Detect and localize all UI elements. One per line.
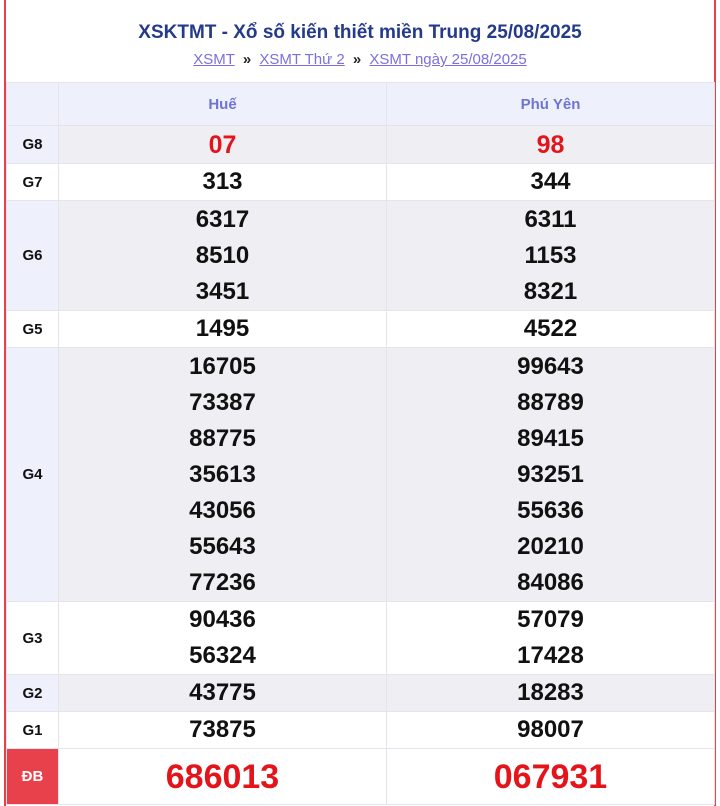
result-number: 8510 [195, 241, 250, 269]
prize-label: G3 [7, 602, 59, 675]
result-number: 35613 [189, 460, 256, 488]
result-number: 43056 [189, 496, 256, 524]
result-cell [59, 602, 387, 675]
breadcrumb-separator: » [352, 51, 362, 68]
result-number: 1153 [524, 241, 577, 269]
result-number: 344 [530, 168, 571, 195]
prize-label: ĐB [7, 749, 59, 805]
result-number: 067931 [493, 757, 608, 796]
prize-label: G2 [7, 675, 59, 712]
result-cell [59, 311, 387, 348]
prize-label: G7 [7, 164, 59, 201]
lottery-results-table [6, 82, 715, 805]
table-row [7, 164, 715, 201]
table-row [7, 348, 715, 602]
page-title: XSKTMT - Xổ số kiến thiết miền Trung 25/08/2025 [138, 22, 582, 43]
prize-label: G8 [7, 126, 59, 164]
prize-label: G6 [7, 201, 59, 311]
result-number: 90436 [189, 606, 256, 633]
result-number: 55636 [517, 496, 584, 524]
result-cell [59, 749, 387, 805]
result-cell [387, 712, 715, 749]
table-row [7, 201, 715, 311]
result-number: 8321 [523, 277, 578, 305]
result-number: 1495 [195, 315, 250, 342]
province-header-phu-yen: Phú Yên [387, 83, 715, 126]
result-number: 20210 [517, 532, 584, 560]
table-row [7, 675, 715, 712]
prize-label: G1 [7, 712, 59, 749]
result-number: 6317 [195, 205, 250, 233]
prize-column-header [7, 83, 59, 126]
result-number: 93251 [517, 460, 584, 488]
result-number: 73387 [189, 388, 256, 416]
result-number: 16705 [189, 352, 256, 380]
table-row [7, 749, 715, 805]
result-number: 77236 [189, 568, 256, 596]
result-cell [387, 126, 715, 164]
result-number: 686013 [165, 757, 280, 796]
result-number: 73875 [189, 716, 256, 743]
result-number: 6311 [524, 205, 577, 233]
result-number: 56324 [189, 642, 256, 669]
results-body [7, 126, 715, 805]
result-cell [387, 164, 715, 201]
result-number: 18283 [517, 679, 584, 706]
result-number: 98007 [517, 716, 584, 743]
result-number: 89415 [517, 424, 584, 452]
result-number: 99643 [517, 352, 584, 380]
result-cell [59, 712, 387, 749]
result-cell [387, 348, 715, 602]
results-header [6, 0, 714, 82]
result-cell [59, 126, 387, 164]
result-cell [387, 201, 715, 311]
breadcrumb-separator: » [242, 51, 252, 68]
result-number: 17428 [517, 642, 584, 669]
prize-label: G5 [7, 311, 59, 348]
table-row [7, 126, 715, 164]
result-cell [387, 311, 715, 348]
result-number: 3451 [195, 277, 250, 305]
table-row [7, 311, 715, 348]
table-header-row [7, 83, 715, 126]
result-cell [387, 749, 715, 805]
result-number: 313 [202, 168, 243, 195]
result-number: 43775 [189, 679, 256, 706]
result-cell [59, 675, 387, 712]
result-number: 07 [208, 130, 237, 159]
result-number: 4522 [523, 315, 578, 342]
table-row [7, 602, 715, 675]
results-panel [4, 0, 716, 806]
result-number: 84086 [517, 568, 584, 596]
result-cell [59, 348, 387, 602]
result-cell [387, 602, 715, 675]
province-header-hue: Huế [59, 83, 387, 126]
table-row [7, 712, 715, 749]
result-cell [387, 675, 715, 712]
result-cell [59, 201, 387, 311]
breadcrumb-link-xsmt-thu-2[interactable]: XSMT Thứ 2 [259, 51, 345, 68]
prize-label: G4 [7, 348, 59, 602]
breadcrumb-link-xsmt-date[interactable]: XSMT ngày 25/08/2025 [369, 51, 527, 68]
result-number: 57079 [517, 606, 584, 633]
result-number: 88775 [189, 424, 256, 452]
breadcrumb [6, 51, 714, 69]
result-number: 88789 [517, 388, 584, 416]
result-number: 98 [536, 130, 565, 159]
result-cell [59, 164, 387, 201]
result-number: 55643 [189, 532, 256, 560]
breadcrumb-link-xsmt[interactable]: XSMT [193, 51, 235, 68]
